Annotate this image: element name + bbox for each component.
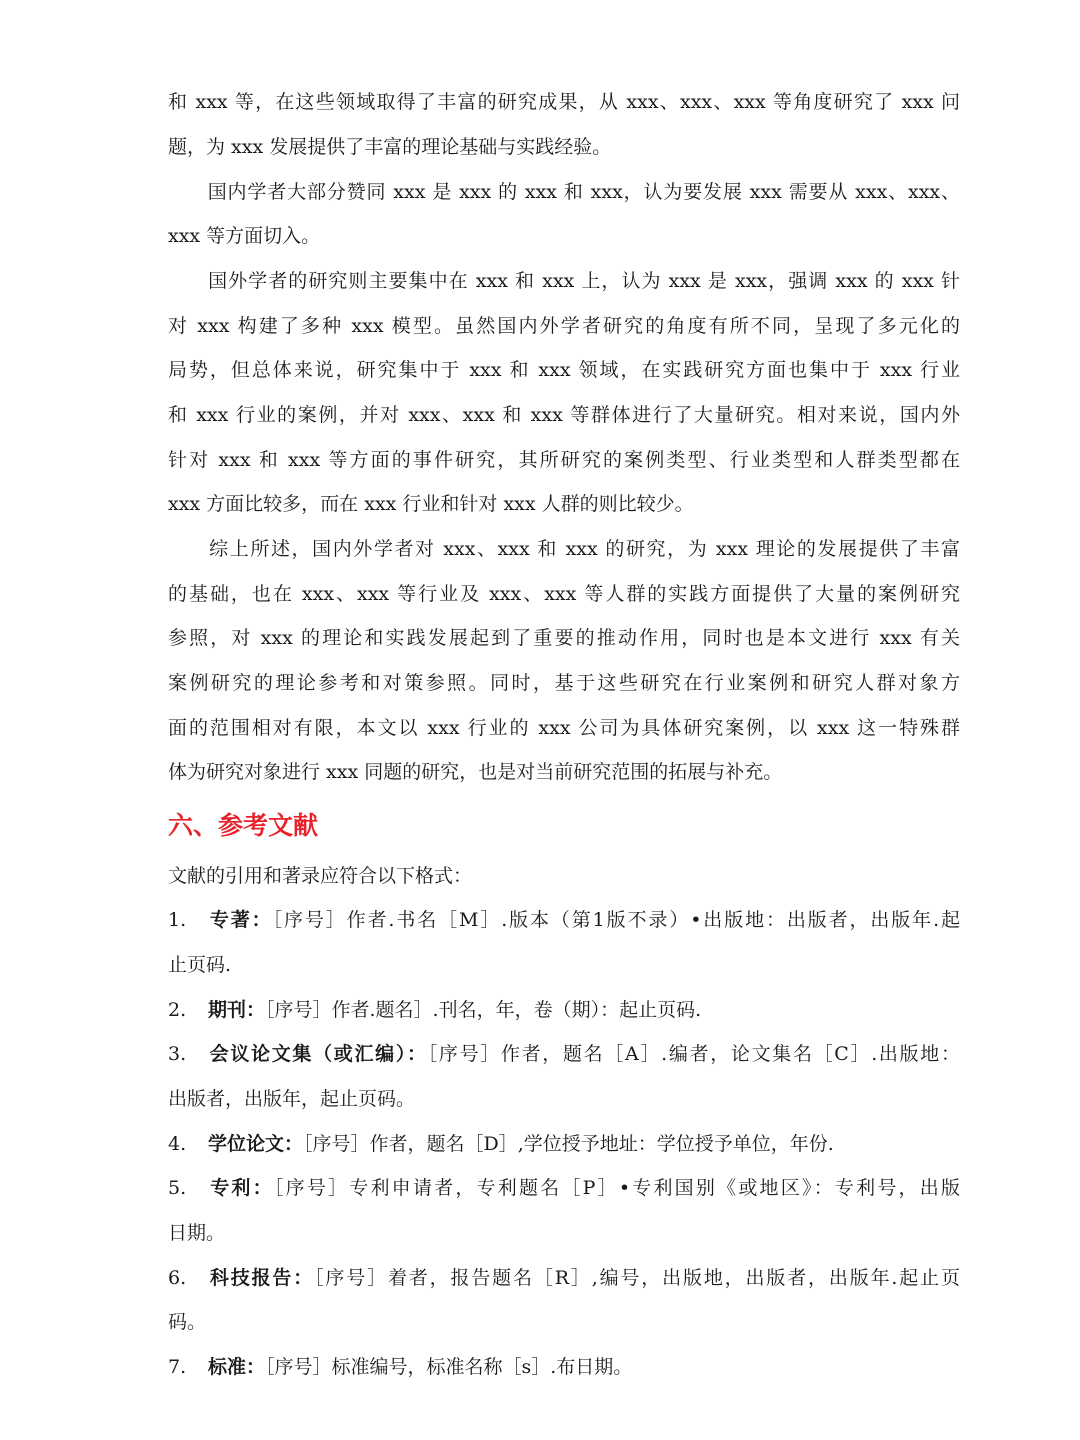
reference-format: ［序号］作者.书名［M］.版本（第1版不录）•出版地：出版者，出版年.起 bbox=[272, 909, 960, 931]
reference-item-5 bbox=[168, 1166, 960, 1210]
reference-item-3 bbox=[168, 1032, 960, 1076]
body-line-3: 国内学者大部分赞同 xxx 是 xxx 的 xxx 和 xxx，认为要发展 xxx 需要从 xxx、xxx、 bbox=[168, 181, 960, 203]
reference-number: 6. bbox=[168, 1267, 187, 1289]
body-line-15: 面的范围相对有限，本文以 xxx 行业的 xxx 公司为具体研究案例，以 xxx 这一特殊群 bbox=[168, 717, 960, 739]
reference-item-6-continuation: 码。 bbox=[168, 1311, 207, 1333]
body-line-6: 对 xxx 构建了多种 xxx 模型。虽然国内外学者研究的角度有所不同，呈现了多元化的 bbox=[168, 315, 960, 337]
reference-item-1 bbox=[168, 898, 960, 942]
reference-item-1-continuation: 止页码. bbox=[168, 954, 232, 976]
reference-label: 学位论文： bbox=[208, 1133, 304, 1155]
reference-item-7 bbox=[168, 1345, 960, 1389]
reference-number: 5. bbox=[168, 1177, 187, 1199]
body-line-9: 针对 xxx 和 xxx 等方面的事件研究，其所研究的案例类型、行业类型和人群类型都在 bbox=[168, 449, 960, 471]
reference-format: ［序号］标准编号，标准名称［s］.布日期。 bbox=[265, 1356, 633, 1378]
reference-label: 专著： bbox=[208, 909, 273, 931]
references-intro: 文献的引用和著录应符合以下格式： bbox=[168, 865, 473, 887]
reference-item-6 bbox=[168, 1256, 960, 1300]
reference-number: 1. bbox=[168, 909, 187, 931]
body-line-7: 局势，但总体来说，研究集中于 xxx 和 xxx 领域，在实践研究方面也集中于 xxx 行业 bbox=[168, 359, 960, 381]
reference-format: ［序号］专利申请者，专利题名［P］•专利国别《或地区》：专利号，出版 bbox=[273, 1177, 960, 1199]
body-line-13: 参照，对 xxx 的理论和实践发展起到了重要的推动作用，同时也是本文进行 xxx 有关 bbox=[168, 627, 960, 649]
body-line-16: 体为研究对象进行 xxx 同题的研究，也是对当前研究范围的拓展与补充。 bbox=[168, 761, 783, 783]
reference-number: 3. bbox=[168, 1043, 187, 1065]
reference-number: 2. bbox=[168, 999, 187, 1021]
body-line-14: 案例研究的理论参考和对策参照。同时，基于这些研究在行业案例和研究人群对象方 bbox=[168, 672, 960, 694]
reference-format: ［序号］作者.题名］.刊名，年，卷（期）：起止页码. bbox=[265, 999, 702, 1021]
reference-label: 专利： bbox=[208, 1177, 274, 1199]
section-heading: 六、参考文献 bbox=[168, 811, 319, 840]
reference-number: 4. bbox=[168, 1133, 187, 1155]
body-line-1: 和 xxx 等，在这些领域取得了丰富的研究成果，从 xxx、xxx、xxx 等角度研究了 xxx 问 bbox=[168, 91, 960, 113]
body-line-4: xxx 等方面切入。 bbox=[168, 225, 321, 247]
reference-label: 标准： bbox=[208, 1356, 266, 1378]
body-line-8: 和 xxx 行业的案例，并对 xxx、xxx 和 xxx 等群体进行了大量研究。相对来说，国内外 bbox=[168, 404, 960, 426]
reference-item-5-continuation: 日期。 bbox=[168, 1222, 226, 1244]
body-line-10: xxx 方面比较多，而在 xxx 行业和针对 xxx 人群的则比较少。 bbox=[168, 493, 694, 515]
reference-format: ［序号］着者，报告题名［R］,编号，出版地，出版者，出版年.起止页 bbox=[314, 1267, 960, 1289]
reference-item-3-continuation: 出版者，出版年，起止页码。 bbox=[168, 1088, 416, 1110]
reference-item-4 bbox=[168, 1122, 960, 1166]
reference-format: ［序号］作者，题名［D］,学位授予地址：学位授予单位，年份. bbox=[303, 1133, 834, 1155]
reference-number: 7. bbox=[168, 1356, 187, 1378]
body-line-11: 综上所述，国内外学者对 xxx、xxx 和 xxx 的研究，为 xxx 理论的发展提供了丰富 bbox=[168, 538, 960, 560]
reference-format: ［序号］作者，题名［A］.编者，论文集名［C］.出版地： bbox=[427, 1043, 960, 1065]
body-line-5: 国外学者的研究则主要集中在 xxx 和 xxx 上，认为 xxx 是 xxx，强调 xxx 的 xxx 针 bbox=[168, 270, 960, 292]
reference-label: 会议论文集（或汇编）： bbox=[208, 1043, 428, 1065]
reference-label: 期刊： bbox=[208, 999, 266, 1021]
body-line-2: 题，为 xxx 发展提供了丰富的理论基础与实践经验。 bbox=[168, 136, 612, 158]
reference-label: 科技报告： bbox=[208, 1267, 315, 1289]
body-line-12: 的基础，也在 xxx、xxx 等行业及 xxx、xxx 等人群的实践方面提供了大量的案例研究 bbox=[168, 583, 960, 605]
reference-item-2 bbox=[168, 988, 960, 1032]
